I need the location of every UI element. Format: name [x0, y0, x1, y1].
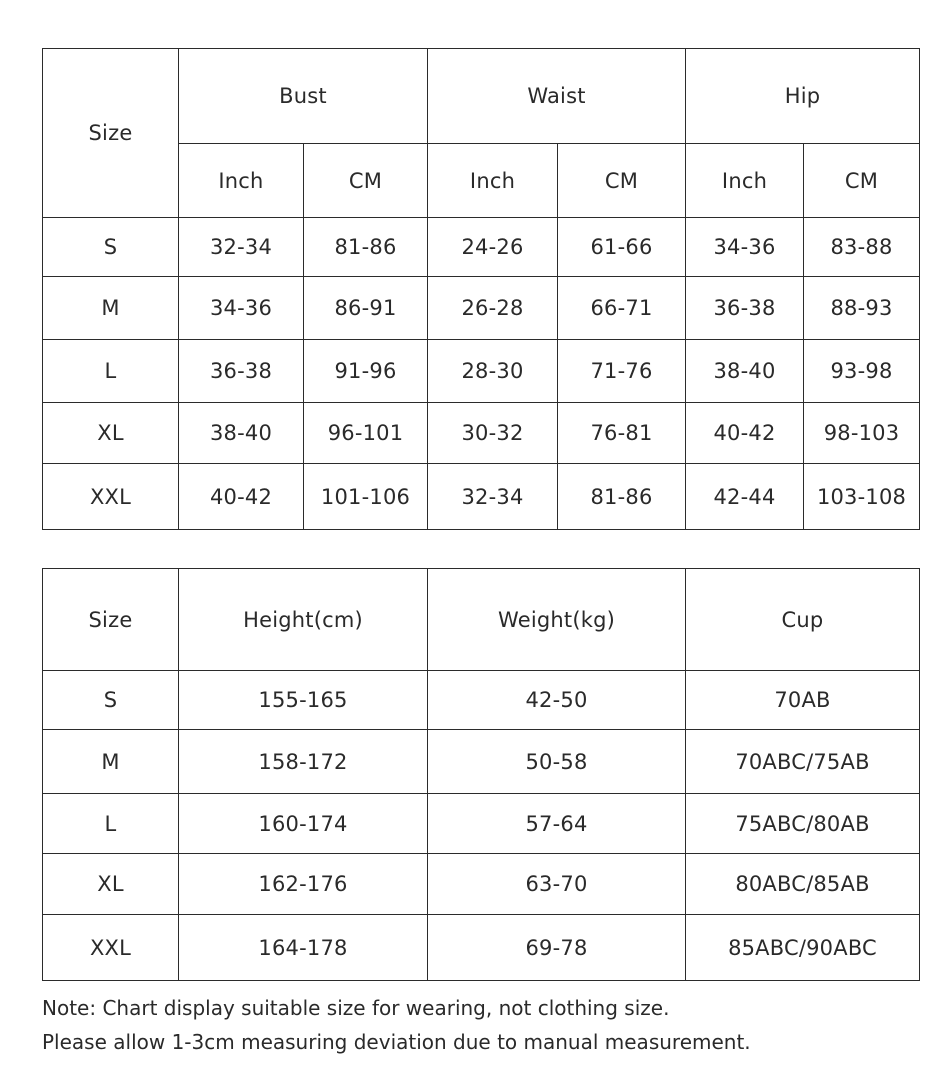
cup-header: Cup — [686, 569, 920, 671]
waist-cm-cell: 61-66 — [558, 218, 686, 277]
weight-cell: 69-78 — [428, 915, 686, 981]
size-cell: M — [43, 730, 179, 794]
cup-cell: 85ABC/90ABC — [686, 915, 920, 981]
table-row — [43, 277, 920, 340]
hip-inch-cell: 40-42 — [686, 403, 804, 464]
size-cell: L — [43, 340, 179, 403]
bust-cm-cell: 96-101 — [304, 403, 428, 464]
weight-header: Weight(kg) — [428, 569, 686, 671]
table-row — [43, 854, 920, 915]
weight-cell: 63-70 — [428, 854, 686, 915]
table-row — [43, 730, 920, 794]
bust-inch-cell: 40-42 — [179, 464, 304, 530]
weight-cell: 50-58 — [428, 730, 686, 794]
cup-cell: 80ABC/85AB — [686, 854, 920, 915]
size-cell: L — [43, 794, 179, 854]
hip-cm-cell: 98-103 — [804, 403, 920, 464]
hip-cm-cell: 83-88 — [804, 218, 920, 277]
waist-inch-cell: 32-34 — [428, 464, 558, 530]
fit-size-table — [42, 568, 920, 981]
hip-inch-cell: 34-36 — [686, 218, 804, 277]
waist-cm-cell: 81-86 — [558, 464, 686, 530]
table-row — [43, 403, 920, 464]
size-cell: XL — [43, 854, 179, 915]
hip-header: Hip — [686, 49, 920, 144]
measurement-size-table — [42, 48, 920, 530]
bust-inch-cell: 36-38 — [179, 340, 304, 403]
size-cell: XL — [43, 403, 179, 464]
size-cell: S — [43, 218, 179, 277]
hip-inch-cell: 42-44 — [686, 464, 804, 530]
waist-cm-cell: 76-81 — [558, 403, 686, 464]
cup-cell: 75ABC/80AB — [686, 794, 920, 854]
table-row — [43, 671, 920, 730]
height-header: Height(cm) — [179, 569, 428, 671]
weight-cell: 42-50 — [428, 671, 686, 730]
size-cell: XXL — [43, 915, 179, 981]
bust-cm-cell: 91-96 — [304, 340, 428, 403]
height-cell: 164-178 — [179, 915, 428, 981]
hip-inch-cell: 38-40 — [686, 340, 804, 403]
waist-inch-cell: 28-30 — [428, 340, 558, 403]
height-cell: 158-172 — [179, 730, 428, 794]
note-text-1: Chart display suitable size for wearing, not clothing size. — [96, 996, 670, 1020]
hip-cm-header: CM — [804, 144, 920, 218]
hip-inch-cell: 36-38 — [686, 277, 804, 340]
bust-cm-cell: 86-91 — [304, 277, 428, 340]
size-header: Size — [43, 49, 179, 218]
size-header: Size — [43, 569, 179, 671]
bust-cm-cell: 101-106 — [304, 464, 428, 530]
hip-inch-header: Inch — [686, 144, 804, 218]
note-line-2: Please allow 1-3cm measuring deviation due to manual measurement. — [42, 1030, 751, 1054]
height-cell: 160-174 — [179, 794, 428, 854]
table-row — [43, 218, 920, 277]
bust-inch-header: Inch — [179, 144, 304, 218]
waist-inch-cell: 24-26 — [428, 218, 558, 277]
bust-inch-cell: 38-40 — [179, 403, 304, 464]
bust-header: Bust — [179, 49, 428, 144]
note-label: Note: — [42, 996, 97, 1020]
bust-inch-cell: 32-34 — [179, 218, 304, 277]
table-row — [43, 794, 920, 854]
waist-inch-cell: 26-28 — [428, 277, 558, 340]
hip-cm-cell: 103-108 — [804, 464, 920, 530]
height-cell: 162-176 — [179, 854, 428, 915]
bust-cm-cell: 81-86 — [304, 218, 428, 277]
waist-header: Waist — [428, 49, 686, 144]
hip-cm-cell: 88-93 — [804, 277, 920, 340]
size-cell: M — [43, 277, 179, 340]
hip-cm-cell: 93-98 — [804, 340, 920, 403]
size-cell: XXL — [43, 464, 179, 530]
table-row — [43, 915, 920, 981]
table-row — [43, 340, 920, 403]
waist-cm-cell: 71-76 — [558, 340, 686, 403]
waist-cm-cell: 66-71 — [558, 277, 686, 340]
bust-cm-header: CM — [304, 144, 428, 218]
weight-cell: 57-64 — [428, 794, 686, 854]
waist-inch-header: Inch — [428, 144, 558, 218]
waist-inch-cell: 30-32 — [428, 403, 558, 464]
note-line-1 — [42, 996, 669, 1020]
cup-cell: 70ABC/75AB — [686, 730, 920, 794]
waist-cm-header: CM — [558, 144, 686, 218]
table-row — [43, 464, 920, 530]
size-cell: S — [43, 671, 179, 730]
height-cell: 155-165 — [179, 671, 428, 730]
bust-inch-cell: 34-36 — [179, 277, 304, 340]
cup-cell: 70AB — [686, 671, 920, 730]
